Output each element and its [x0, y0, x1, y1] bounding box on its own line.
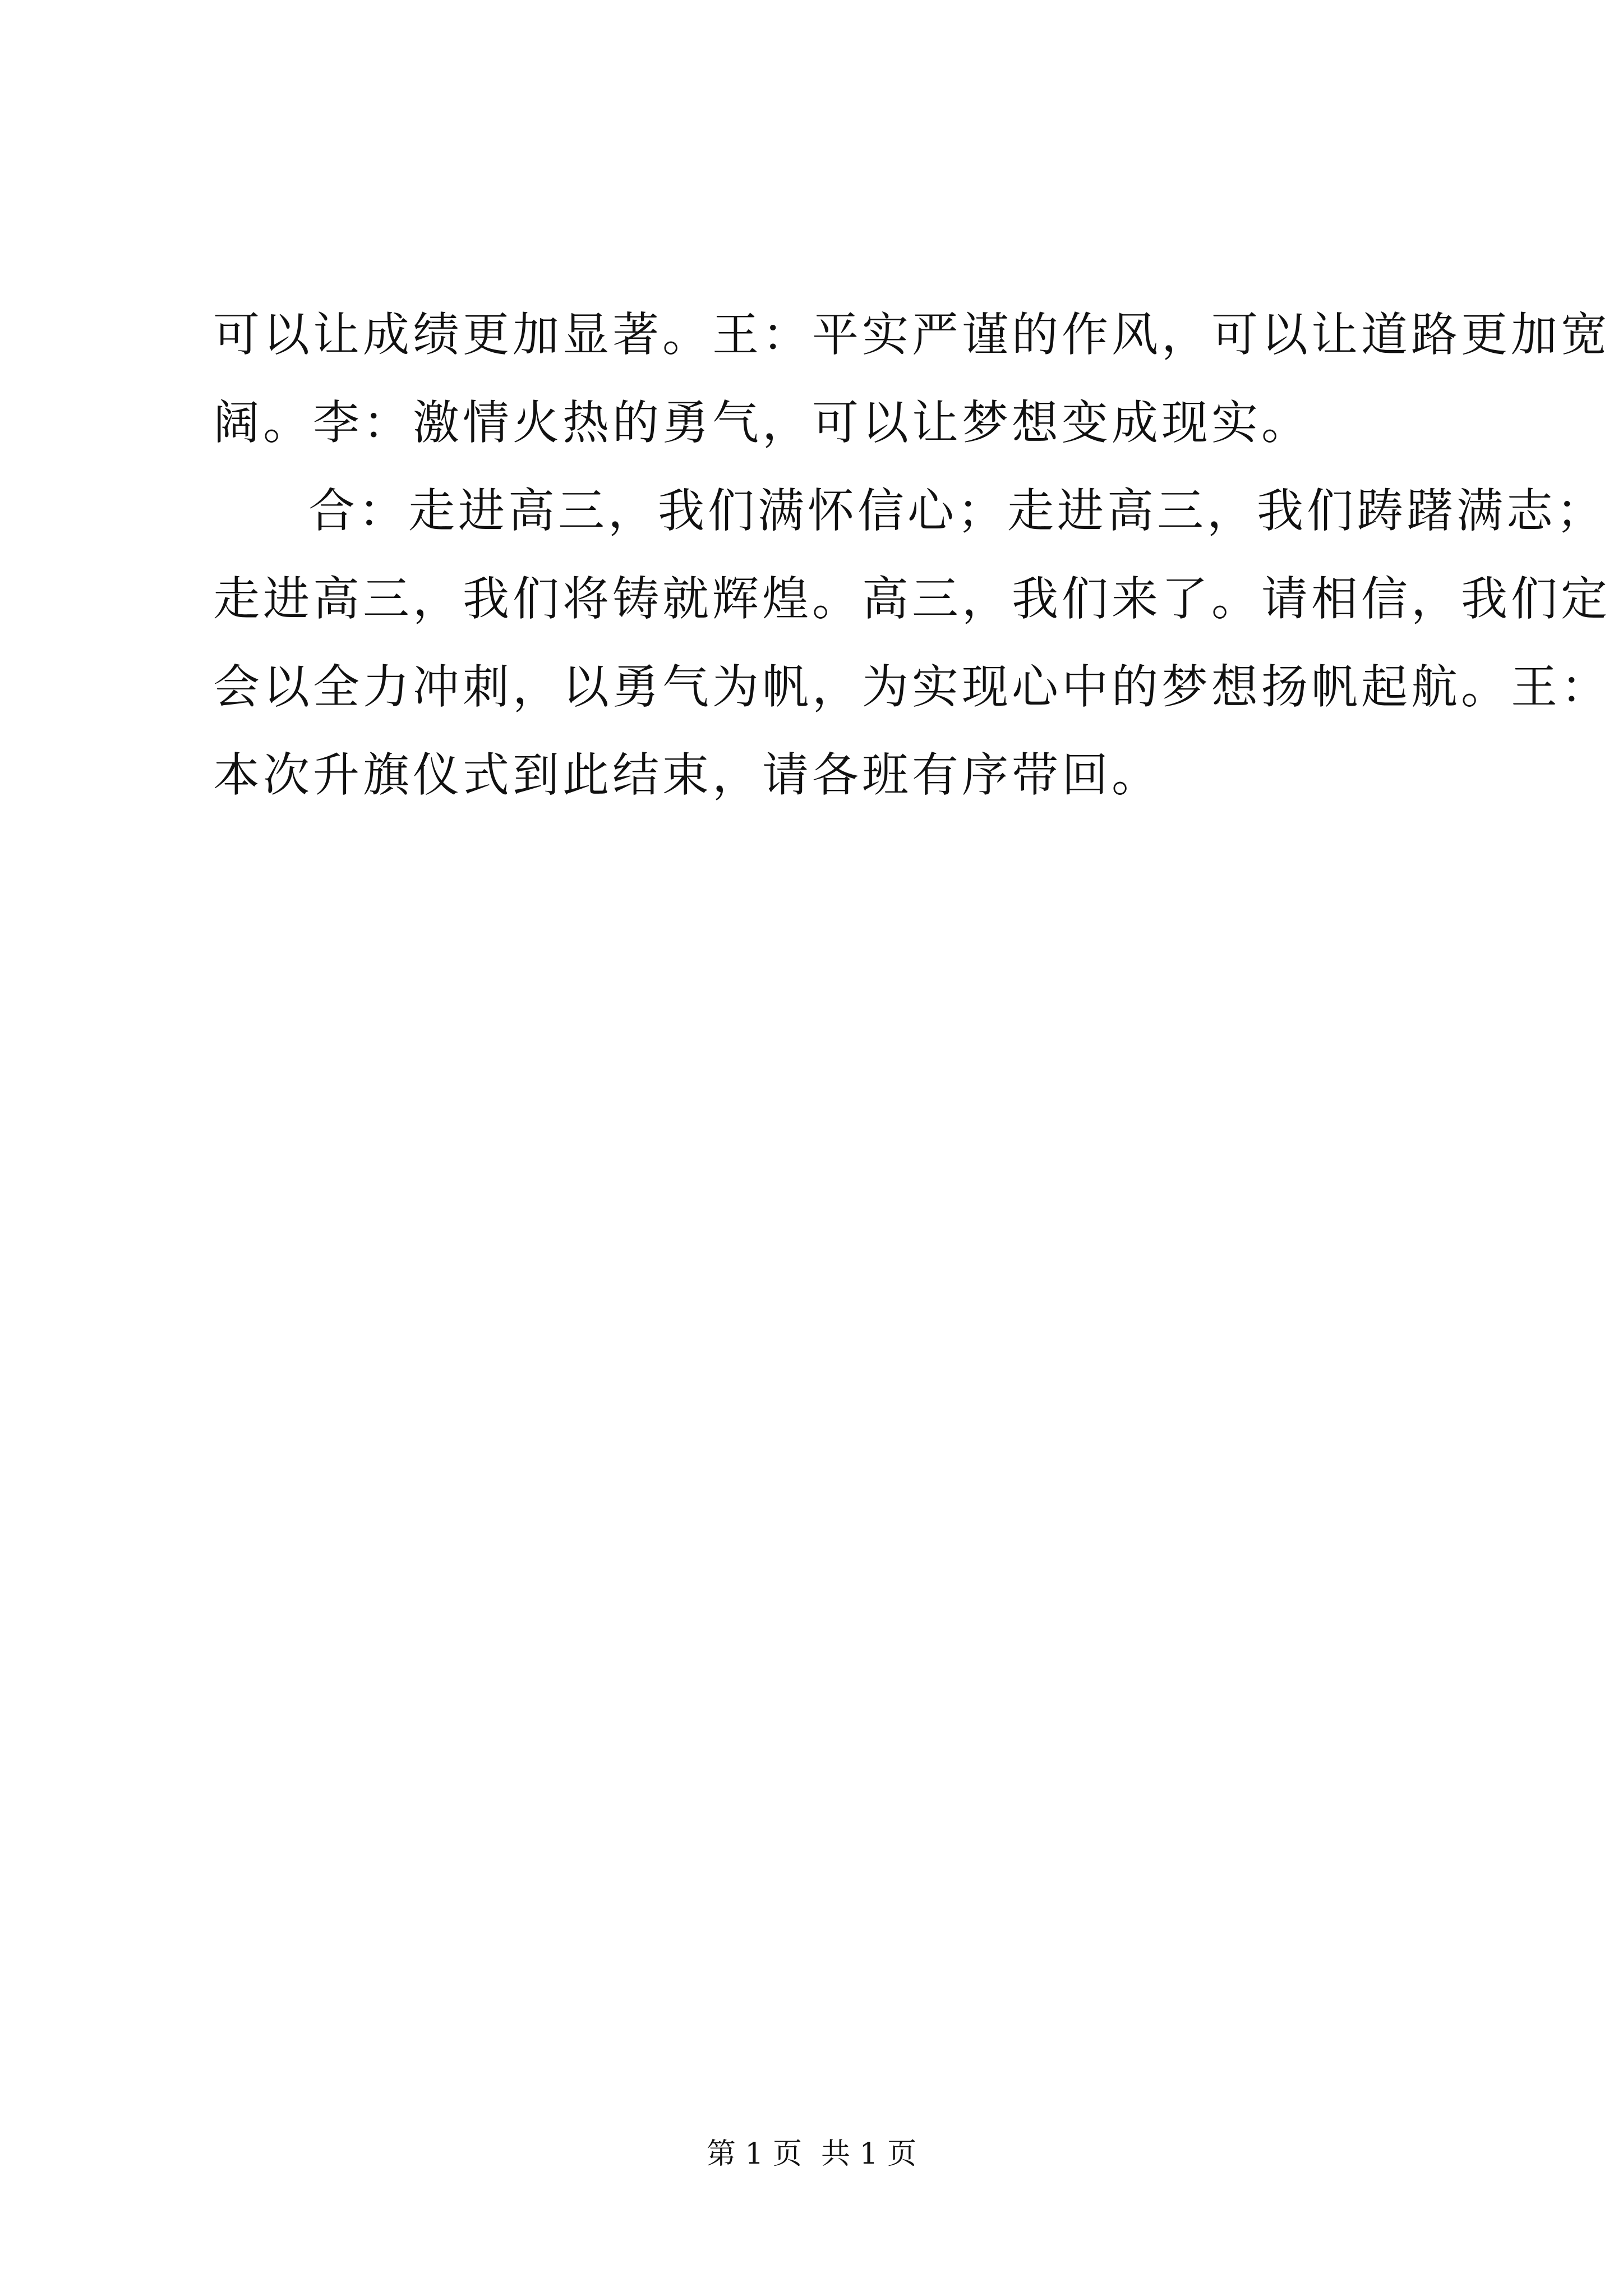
- text-line: 阔。李：激情火热的勇气，可以让梦想变成现实。: [213, 395, 1311, 450]
- document-body: [213, 291, 1611, 819]
- page-number: 第 1 页: [706, 2137, 802, 2171]
- text-line: 合：走进高三，我们满怀信心；走进高三，我们踌躇满志；: [308, 484, 1606, 538]
- text-line: 走进高三，我们将铸就辉煌。高三，我们来了。请相信，我们定: [213, 572, 1611, 626]
- text-line: 本次升旗仪式到此结束，请各班有序带回。: [213, 748, 1161, 802]
- text-line: 会以全力冲刺，以勇气为帆，为实现心中的梦想扬帆起航。王：: [213, 660, 1611, 714]
- page-total: 共 1 页: [821, 2137, 917, 2171]
- page-footer: [0, 2134, 1623, 2174]
- text-line: 可以让成绩更加显著。王：平实严谨的作风，可以让道路更加宽: [213, 307, 1611, 362]
